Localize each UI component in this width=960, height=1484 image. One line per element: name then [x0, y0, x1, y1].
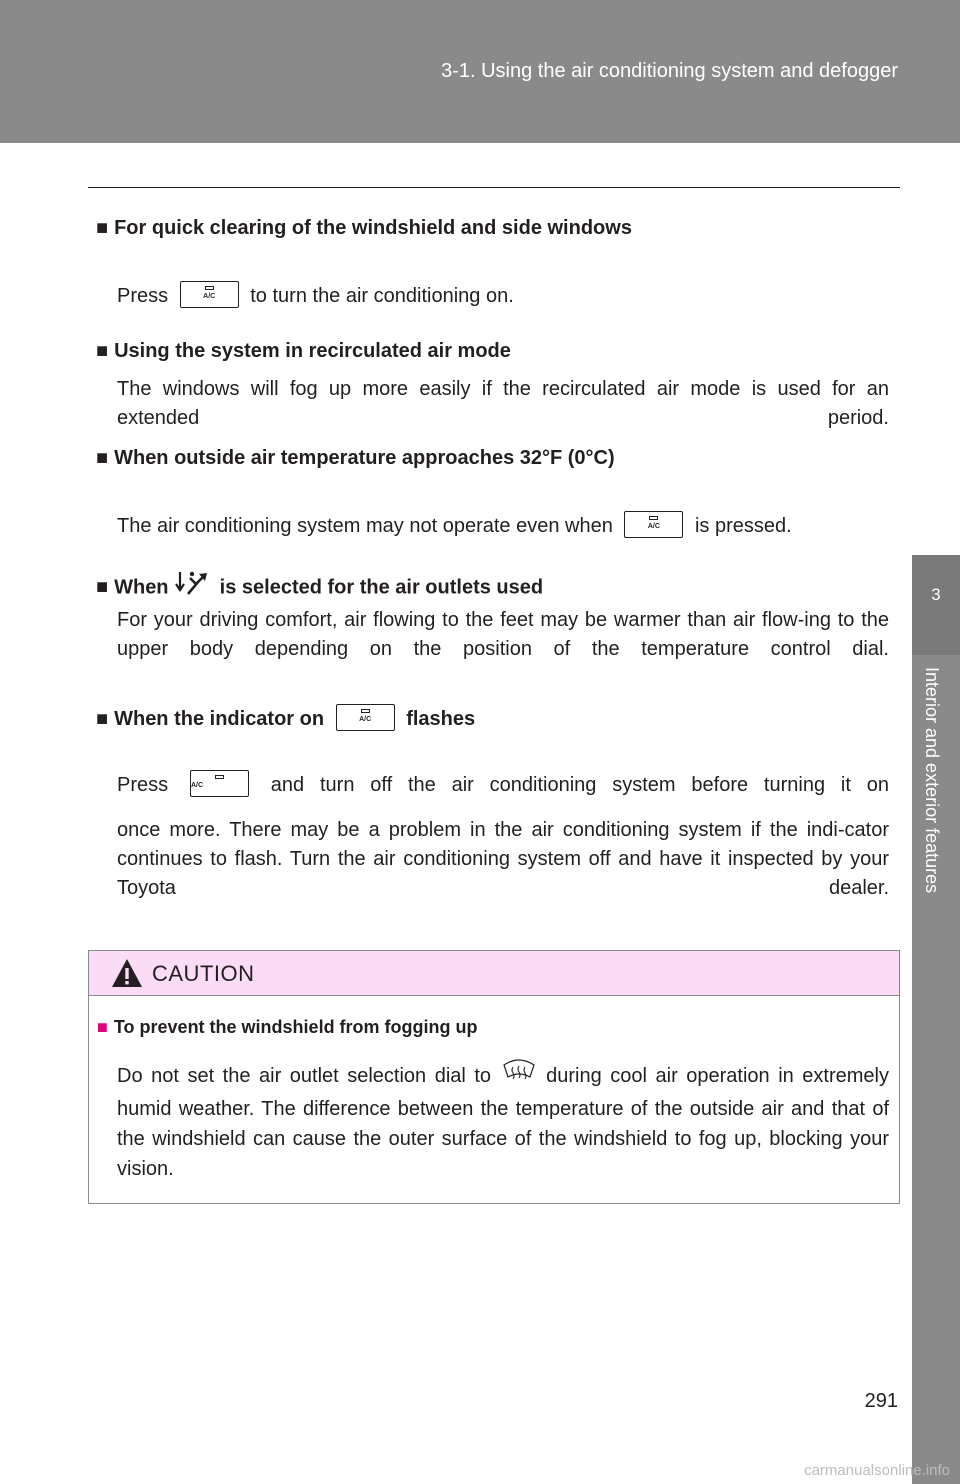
- caution-title: CAUTION: [152, 961, 255, 986]
- windshield-defrost-icon: [500, 1057, 538, 1092]
- chapter-tab: [912, 555, 960, 655]
- square-bullet-icon: ■: [96, 340, 109, 362]
- para-indicator-line1: Press A/C and turn off the air conditioning system before turning it on: [117, 771, 889, 800]
- page-number: 291: [864, 1390, 898, 1412]
- chapter-number: 3: [931, 585, 941, 604]
- square-bullet-icon: ■: [96, 217, 109, 239]
- chapter-label: Interior and exterior features: [922, 667, 942, 894]
- heading-quick-clearing: ■ For quick clearing of the windshield and side windows: [96, 217, 632, 239]
- ac-button-icon: A/C: [180, 281, 239, 308]
- watermark: carmanualsonline.info: [804, 1462, 950, 1479]
- ac-button-icon: A/C: [190, 770, 249, 797]
- square-bullet-icon: ■: [97, 1017, 108, 1037]
- caution-box: [88, 950, 900, 1204]
- ac-button-icon: A/C: [624, 511, 683, 538]
- top-divider: [88, 187, 900, 188]
- caution-heading: ■ To prevent the windshield from fogging up: [97, 1017, 478, 1037]
- ac-button-icon: A/C: [336, 704, 395, 731]
- caution-header: [89, 951, 899, 996]
- para-bilevel: For your driving comfort, air flowing to the feet may be warmer than air flow-ing to the upper body depending on the position of the temperature control dial.: [117, 609, 889, 660]
- para-outside-temp: The air conditioning system may not operate even when A/C is pressed.: [117, 512, 889, 541]
- heading-outside-temp: ■ When outside air temperature approaches 32°F (0°C): [96, 447, 615, 469]
- para-quick-clearing: Press A/C to turn the air conditioning on.: [117, 282, 889, 311]
- heading-recirculated: ■ Using the system in recirculated air mode: [96, 340, 511, 362]
- warning-triangle-icon: [110, 957, 144, 994]
- para-indicator-cont: once more. There may be a problem in the air conditioning system if the indi-cator continues to flash. Turn the air conditioning system off and have it inspected by your Toyota dealer.: [117, 819, 889, 899]
- square-bullet-icon: ■: [96, 576, 109, 599]
- para-recirculated: The windows will fog up more easily if the recirculated air mode is used for an extended period.: [117, 378, 889, 429]
- square-bullet-icon: ■: [96, 707, 109, 730]
- square-bullet-icon: ■: [96, 447, 109, 469]
- heading-indicator: ■ When the indicator on A/C flashes: [96, 706, 475, 733]
- caution-text: Do not set the air outlet selection dial to during cool air operation in extremely humid weather. The difference between the temperature of the outside air and that of the windshield can cause the outer surface of the windshield to fog up, blocking your vision.: [117, 1059, 889, 1184]
- heading-bilevel: ■ When is selected for the air outlets used: [96, 570, 543, 606]
- section-title: 3-1. Using the air conditioning system and defogger: [441, 60, 898, 82]
- bilevel-airflow-icon: [174, 568, 214, 604]
- page-header: [0, 0, 960, 143]
